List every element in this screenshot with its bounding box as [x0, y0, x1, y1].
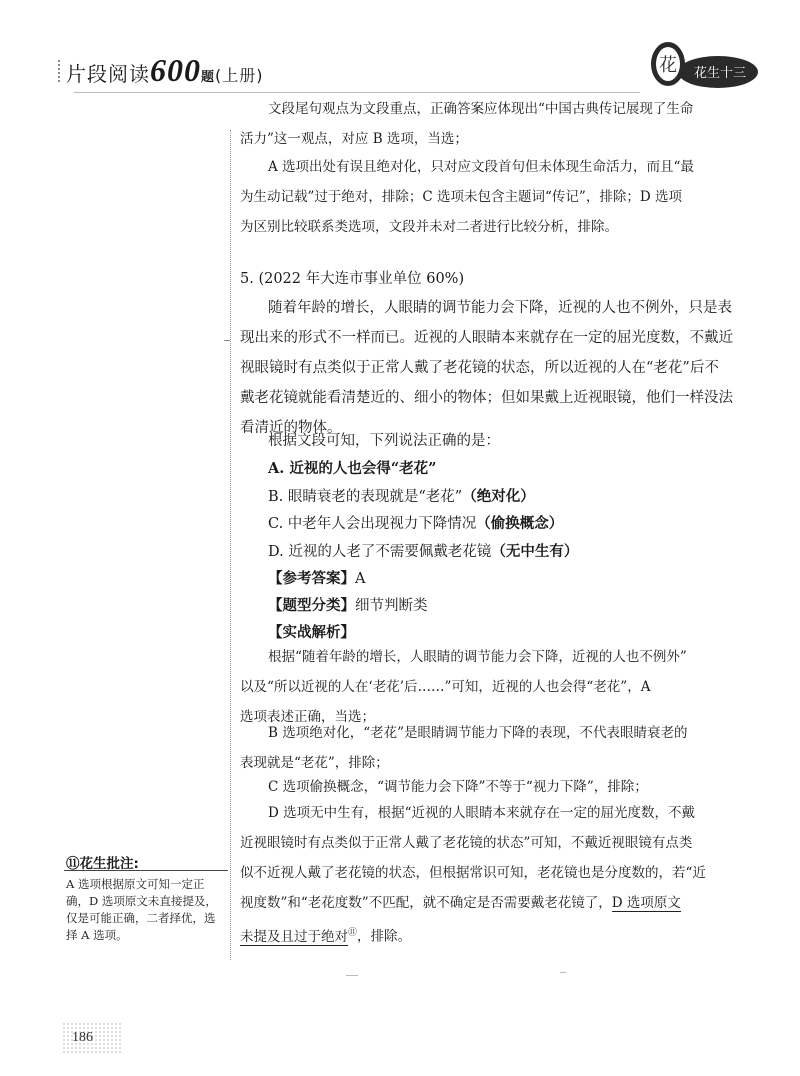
text-line: 现出来的形式不一样而已。近视的人眼睛本来就存在一定的屈光度数，不戴近: [240, 330, 733, 346]
title-prefix: 片段阅读: [66, 62, 150, 86]
text-line: D 选项无中生有，根据“近视的人眼睛本来就存在一定的屈光度数，不戴: [268, 805, 696, 821]
analysis-label: [268, 621, 355, 642]
text-line: B 选项绝对化，“老花”是眼睛调节能力下降的表现，不代表眼睛衰老的: [268, 725, 688, 741]
text-line: 表现就是“老花”，排除；: [240, 755, 389, 771]
option-b-note: （绝对化）: [462, 488, 535, 505]
reference-answer-label: 【参考答案】: [268, 570, 355, 587]
prev-analysis-paragraph-2: [240, 152, 750, 242]
page-number: 186: [72, 1030, 93, 1045]
question-type-label: 【题型分类】: [268, 597, 355, 614]
text-line: A 选项出处有误且绝对化，只对应文段首句但未体现生命活力，而且“最: [268, 159, 694, 175]
text-line: 随着年龄的增长，人眼睛的调节能力会下降，近视的人也不例外，只是表: [268, 300, 732, 316]
text-line: 为生动记载”过于绝对，排除；C 选项未包含主题词“传记”，排除；D 选项: [240, 189, 682, 205]
text-line: 文段尾句观点为文段重点，正确答案应体现出“中国古典传记展现了生命: [268, 101, 694, 117]
text-line: 为区别比较联系类选项，文段并未对二者进行比较分析，排除。: [240, 219, 618, 235]
margin-tick: [224, 340, 230, 341]
text-segment: ，排除。: [357, 928, 412, 945]
option-b: [268, 484, 535, 510]
underlined-note-anchor: 未提及且过于绝对: [240, 928, 348, 945]
sidebar-note-heading: ⑪花生批注:: [66, 856, 139, 872]
text-line: 看清近的物体。: [240, 420, 342, 436]
option-d-note: （无中生有）: [491, 543, 579, 560]
analysis-paragraph-b: [240, 718, 750, 778]
text-line: C 选项偷换概念，“调节能力会下降”不等于“视力下降”，排除；: [268, 779, 648, 795]
title-number: 600: [150, 52, 201, 88]
reference-answer: [268, 567, 365, 588]
end-mark: [346, 975, 358, 976]
text-line: 近视眼镜时有点类似于正常人戴了老花镜的状态”可知，不戴近视眼镜有点类: [240, 835, 693, 851]
option-c: [268, 511, 563, 537]
text-line: 活力”这一观点，对应 B 选项，当选；: [240, 131, 468, 147]
option-a-text: A. 近视的人也会得“老花”: [268, 460, 437, 477]
text-line: 根据“随着年龄的增长，人眼睛的调节能力会下降，近视的人也不例外”: [268, 649, 687, 665]
option-a: [268, 456, 437, 482]
analysis-paragraph-d: [240, 798, 750, 952]
header-rule: [74, 92, 640, 93]
option-c-note: （偷换概念）: [476, 515, 564, 532]
text-line: 戴老花镜就能看清楚近的、细小的物体；但如果戴上近视眼镜，他们一样没法: [240, 390, 733, 406]
end-mark: [560, 972, 566, 973]
option-d-text: D. 近视的人老了不需要佩戴老花镜: [268, 544, 492, 560]
text-segment: 视度数”和“老花度数”不匹配，就不确定是否需要戴老花镜了，: [240, 895, 612, 911]
note-reference: ⑪: [348, 928, 358, 938]
logo-mark: 花: [659, 55, 677, 76]
text-line: 以及“所以近视的人在‘老花’后……”可知，近视的人也会得“老花”，A: [240, 679, 651, 695]
sidebar-note-rule: [64, 870, 228, 871]
margin-divider: [230, 130, 231, 960]
question-type: [268, 594, 428, 615]
sidebar-note-body: A 选项根据原文可知一定正确，D 选项原文未直接提及，仅是可能正确，二者择优，选择 A 选项。: [66, 877, 217, 942]
text-line: [240, 918, 750, 952]
option-c-text: C. 中老年人会出现视力下降情况: [268, 516, 477, 532]
logo-text: 花生十三: [693, 66, 747, 81]
text-line: 似不近视人戴了老花镜的状态，但根据常识可知，老花镜也是分度数的，若“近: [240, 865, 706, 881]
title-suffix: 题: [201, 70, 216, 85]
option-b-text: B. 眼睛衰老的表现就是“老花”: [268, 489, 463, 505]
underlined-note-anchor: D 选项原文: [611, 895, 681, 911]
text-line: 选项表述正确，当选；: [240, 709, 375, 725]
question-heading: 5. (2022 年大连市事业单位 60%): [240, 271, 465, 287]
title-volume: (上册): [215, 66, 264, 85]
publisher-logo: [644, 36, 760, 94]
text-line: [240, 888, 750, 918]
text-line: 视眼镜时有点类似于正常人戴了老花镜的状态，所以近视的人在“老花”后不: [240, 360, 719, 376]
analysis-label-text: 【实战解析】: [268, 624, 355, 641]
question-passage: [240, 293, 750, 443]
question-prompt: 根据文段可知，下列说法正确的是：: [268, 433, 500, 449]
option-d: [268, 539, 578, 565]
reference-answer-value: A: [355, 571, 366, 587]
book-title: [66, 52, 264, 89]
question-type-value: 细节判断类: [355, 598, 428, 614]
prev-analysis-paragraph-1: [240, 94, 750, 154]
